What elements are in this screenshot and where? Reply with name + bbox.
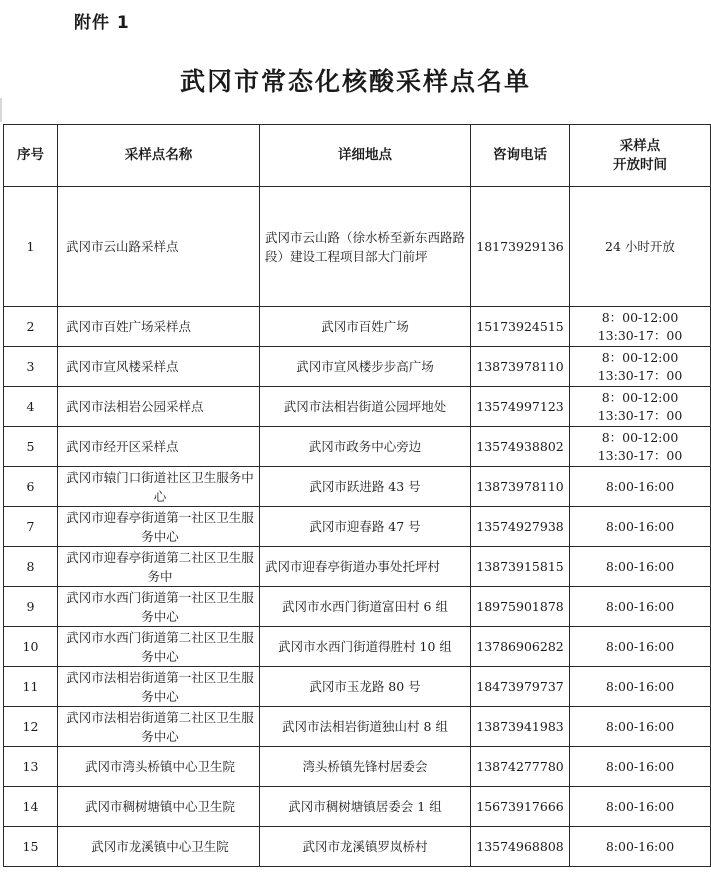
site-name-cell: 武冈市法相岩街道第一社区卫生服务中心 bbox=[58, 667, 260, 707]
table-row bbox=[4, 387, 711, 427]
address-cell: 武冈市法相岩街道独山村 8 组 bbox=[260, 707, 471, 747]
phone-cell: 18473979737 bbox=[471, 667, 570, 707]
phone-cell: 13574997123 bbox=[471, 387, 570, 427]
site-name-cell: 武冈市湾头桥镇中心卫生院 bbox=[58, 747, 260, 787]
hours-cell: 8:00-16:00 bbox=[570, 467, 711, 507]
site-name-cell: 武冈市水西门街道第一社区卫生服务中心 bbox=[58, 587, 260, 627]
address-cell: 武冈市云山路（徐水桥至新东西路路段）建设工程项目部大门前坪 bbox=[260, 187, 471, 307]
seq-cell: 15 bbox=[4, 827, 58, 867]
page-title: 武冈市常态化核酸采样点名单 bbox=[179, 67, 531, 96]
table-row bbox=[4, 587, 711, 627]
header-hours-line2: 开放时间 bbox=[613, 156, 667, 173]
phone-cell: 13574938802 bbox=[471, 427, 570, 467]
address-cell: 武冈市水西门街道富田村 6 组 bbox=[260, 587, 471, 627]
site-name-cell: 武冈市法相岩公园采样点 bbox=[58, 387, 260, 427]
hours-cell: 8：00-12:00 13:30-17：00 bbox=[570, 387, 711, 427]
sampling-sites-table bbox=[3, 124, 711, 867]
hours-cell: 8:00-16:00 bbox=[570, 707, 711, 747]
seq-cell: 3 bbox=[4, 347, 58, 387]
address-cell: 武冈市政务中心旁边 bbox=[260, 427, 471, 467]
site-name-cell: 武冈市稠树塘镇中心卫生院 bbox=[58, 787, 260, 827]
hours-cell: 8:00-16:00 bbox=[570, 747, 711, 787]
phone-cell: 13873941983 bbox=[471, 707, 570, 747]
attachment-label: 附件 1 bbox=[74, 13, 130, 33]
address-cell: 武冈市百姓广场 bbox=[260, 307, 471, 347]
table-row bbox=[4, 547, 711, 587]
table-row bbox=[4, 467, 711, 507]
seq-cell: 5 bbox=[4, 427, 58, 467]
phone-cell: 15173924515 bbox=[471, 307, 570, 347]
header-name: 采样点名称 bbox=[58, 125, 260, 187]
table-row bbox=[4, 307, 711, 347]
seq-cell: 4 bbox=[4, 387, 58, 427]
site-name-cell: 武冈市百姓广场采样点 bbox=[58, 307, 260, 347]
hours-cell: 8：00-12:00 13:30-17：00 bbox=[570, 347, 711, 387]
seq-cell: 6 bbox=[4, 467, 58, 507]
seq-cell: 9 bbox=[4, 587, 58, 627]
phone-cell: 13873915815 bbox=[471, 547, 570, 587]
site-name-cell: 武冈市水西门街道第二社区卫生服务中心 bbox=[58, 627, 260, 667]
seq-cell: 14 bbox=[4, 787, 58, 827]
site-name-cell: 武冈市云山路采样点 bbox=[58, 187, 260, 307]
address-cell: 武冈市跃进路 43 号 bbox=[260, 467, 471, 507]
address-cell: 武冈市玉龙路 80 号 bbox=[260, 667, 471, 707]
seq-cell: 13 bbox=[4, 747, 58, 787]
hours-cell: 8：00-12:00 13:30-17：00 bbox=[570, 307, 711, 347]
header-seq: 序号 bbox=[4, 125, 58, 187]
address-cell: 武冈市水西门街道得胜村 10 组 bbox=[260, 627, 471, 667]
site-name-cell: 武冈市迎春亭街道第二社区卫生服务中 bbox=[58, 547, 260, 587]
phone-cell: 13873978110 bbox=[471, 347, 570, 387]
site-name-cell: 武冈市龙溪镇中心卫生院 bbox=[58, 827, 260, 867]
table-row bbox=[4, 747, 711, 787]
table-row bbox=[4, 187, 711, 307]
table-row bbox=[4, 787, 711, 827]
phone-cell: 13786906282 bbox=[471, 627, 570, 667]
table-row bbox=[4, 707, 711, 747]
address-cell: 武冈市迎春路 47 号 bbox=[260, 507, 471, 547]
hours-cell: 8:00-16:00 bbox=[570, 787, 711, 827]
phone-cell: 13574968808 bbox=[471, 827, 570, 867]
hours-cell: 8:00-16:00 bbox=[570, 827, 711, 867]
hours-cell: 8：00-12:00 13:30-17：00 bbox=[570, 427, 711, 467]
header-address: 详细地点 bbox=[260, 125, 471, 187]
seq-cell: 12 bbox=[4, 707, 58, 747]
table-body bbox=[4, 187, 711, 867]
table-row bbox=[4, 627, 711, 667]
address-cell: 武冈市稠树塘镇居委会 1 组 bbox=[260, 787, 471, 827]
hours-cell: 24 小时开放 bbox=[570, 187, 711, 307]
hours-cell: 8:00-16:00 bbox=[570, 547, 711, 587]
site-name-cell: 武冈市宣风楼采样点 bbox=[58, 347, 260, 387]
header-phone: 咨询电话 bbox=[471, 125, 570, 187]
seq-cell: 10 bbox=[4, 627, 58, 667]
hours-cell: 8:00-16:00 bbox=[570, 587, 711, 627]
address-cell: 武冈市迎春亭街道办事处托坪村 bbox=[260, 547, 471, 587]
site-name-cell: 武冈市迎春亭街道第一社区卫生服务中心 bbox=[58, 507, 260, 547]
table-row bbox=[4, 507, 711, 547]
page-edge-mark bbox=[0, 98, 2, 122]
phone-cell: 18975901878 bbox=[471, 587, 570, 627]
table-row bbox=[4, 827, 711, 867]
header-hours bbox=[570, 125, 711, 187]
seq-cell: 2 bbox=[4, 307, 58, 347]
seq-cell: 7 bbox=[4, 507, 58, 547]
header-hours-line1: 采样点 bbox=[619, 137, 661, 154]
seq-cell: 1 bbox=[4, 187, 58, 307]
hours-cell: 8:00-16:00 bbox=[570, 667, 711, 707]
hours-cell: 8:00-16:00 bbox=[570, 627, 711, 667]
address-cell: 湾头桥镇先锋村居委会 bbox=[260, 747, 471, 787]
address-cell: 武冈市宣风楼步步高广场 bbox=[260, 347, 471, 387]
phone-cell: 13574927938 bbox=[471, 507, 570, 547]
seq-cell: 8 bbox=[4, 547, 58, 587]
site-name-cell: 武冈市辕门口街道社区卫生服务中心 bbox=[58, 467, 260, 507]
phone-cell: 13873978110 bbox=[471, 467, 570, 507]
address-cell: 武冈市龙溪镇罗岚桥村 bbox=[260, 827, 471, 867]
table-row bbox=[4, 667, 711, 707]
site-name-cell: 武冈市经开区采样点 bbox=[58, 427, 260, 467]
site-name-cell: 武冈市法相岩街道第二社区卫生服务中心 bbox=[58, 707, 260, 747]
seq-cell: 11 bbox=[4, 667, 58, 707]
phone-cell: 15673917666 bbox=[471, 787, 570, 827]
hours-cell: 8:00-16:00 bbox=[570, 507, 711, 547]
table-row bbox=[4, 427, 711, 467]
address-cell: 武冈市法相岩街道公园坪地处 bbox=[260, 387, 471, 427]
table-header-row bbox=[4, 125, 711, 187]
table-row bbox=[4, 347, 711, 387]
phone-cell: 18173929136 bbox=[471, 187, 570, 307]
phone-cell: 13874277780 bbox=[471, 747, 570, 787]
